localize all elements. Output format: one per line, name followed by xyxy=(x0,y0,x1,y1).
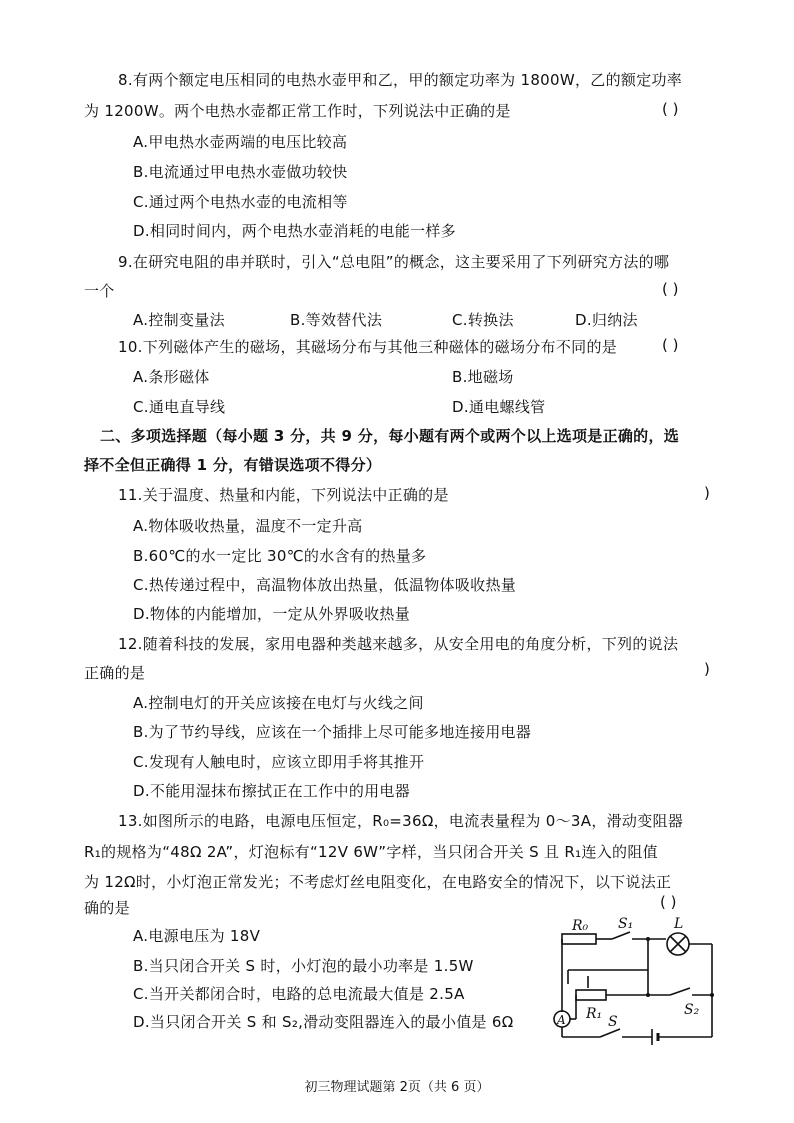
q10-option-b: B.地磁场 xyxy=(452,368,514,386)
q12-option-b: B.为了节约导线，应该在一个插排上尽可能多地连接用电器 xyxy=(133,723,532,741)
page-footer: 初三物理试题第 2页（共 6 页） xyxy=(304,1080,490,1095)
q11-stem: 11.关于温度、热量和内能，下列说法中正确的是 xyxy=(118,486,449,504)
q13-stem-line1: 13.如图所示的电路，电源电压恒定，R₀=36Ω，电流表量程为 0～3A，滑动变阻器 xyxy=(118,812,684,830)
label-a: A xyxy=(557,1013,566,1027)
label-r0: R₀ xyxy=(572,918,589,934)
q13-stem-line2: R₁的规格为“48Ω 2A”，灯泡标有“12V 6W”字样，当只闭合开关 S 且 R₁连入的阻值 xyxy=(84,843,658,861)
q11-option-d: D.物体的内能增加，一定从外界吸收热量 xyxy=(133,605,411,623)
label-s2: S₂ xyxy=(684,1002,700,1018)
label-r1: R₁ xyxy=(586,1006,603,1022)
junction-mid xyxy=(646,993,650,997)
q8-option-c: C.通过两个电热水壶的电流相等 xyxy=(133,193,348,211)
section2-heading-line1: 二、多项选择题（每小题 3 分，共 9 分，每小题有两个或两个以上选项是正确的，选 xyxy=(100,427,680,445)
q13-option-a: A.电源电压为 18V xyxy=(133,927,261,945)
q10-option-a: A.条形磁体 xyxy=(133,368,210,386)
q13-option-b: B.当只闭合开关 S 时，小灯泡的最小功率是 1.5W xyxy=(133,957,474,975)
q13-answer-paren: ( ) xyxy=(660,893,677,911)
q9-option-a: A.控制变量法 xyxy=(133,311,225,329)
q13-option-c: C.当开关都闭合时，电路的总电流最大值是 2.5A xyxy=(133,985,465,1003)
rheostat-r1 xyxy=(576,990,606,1000)
q11-option-c: C.热传递过程中，高温物体放出热量，低温物体吸收热量 xyxy=(133,576,517,594)
label-l: L xyxy=(674,916,684,932)
q10-answer-paren: ( ) xyxy=(662,336,679,354)
junction-top xyxy=(646,937,650,941)
switch-s-blade xyxy=(600,1029,620,1037)
q9-stem-line2: 一个 xyxy=(84,282,115,300)
q11-option-a: A.物体吸收热量，温度不一定升高 xyxy=(133,517,363,535)
q9-answer-paren: ( ) xyxy=(662,280,679,298)
junction-right xyxy=(710,993,714,997)
q8-stem-line2: 为 1200W。两个电热水壶都正常工作时，下列说法中正确的是 xyxy=(84,102,511,120)
q12-option-d: D.不能用湿抹布擦拭正在工作中的用电器 xyxy=(133,782,411,800)
q9-option-b: B.等效替代法 xyxy=(290,311,383,329)
q12-stem-line1: 12.随着科技的发展，家用电器种类越来越多，从安全用电的角度分析，下列的说法 xyxy=(118,635,679,653)
q10-stem: 10.下列磁体产生的磁场，其磁场分布与其他三种磁体的磁场分布不同的是 xyxy=(118,338,618,356)
circuit-diagram xyxy=(548,914,724,1050)
q9-stem-line1: 9.在研究电阻的串并联时，引入“总电阻”的概念，这主要采用了下列研究方法的哪 xyxy=(118,253,670,271)
label-s1: S₁ xyxy=(618,916,634,932)
q8-option-b: B.电流通过甲电热水壶做功较快 xyxy=(133,163,348,181)
q8-option-a: A.甲电热水壶两端的电压比较高 xyxy=(133,133,348,151)
q10-option-d: D.通电螺线管 xyxy=(452,398,546,416)
switch-s1-blade xyxy=(612,932,630,939)
q8-option-d: D.相同时间内，两个电热水壶消耗的电能一样多 xyxy=(133,222,456,240)
q11-answer-paren: ) xyxy=(704,484,710,502)
label-s: S xyxy=(608,1014,618,1030)
q12-answer-paren: ) xyxy=(704,660,710,678)
q13-stem-line3: 为 12Ω时，小灯泡正常发光；不考虑灯丝电阻变化，在电路安全的情况下，以下说法正 xyxy=(84,873,672,891)
q11-option-b: B.60℃的水一定比 30℃的水含有的热量多 xyxy=(133,547,427,565)
q9-option-d: D.归纳法 xyxy=(575,311,638,329)
q8-answer-paren: ( ) xyxy=(662,100,679,118)
section2-heading-line2: 择不全但正确得 1 分，有错误选项不得分） xyxy=(84,456,382,474)
q13-stem-line4: 确的是 xyxy=(84,899,130,917)
q8-stem-line1: 8.有两个额定电压相同的电热水壶甲和乙，甲的额定功率为 1800W，乙的额定功率 xyxy=(118,71,683,89)
q13-option-d: D.当只闭合开关 S 和 S₂,滑动变阻器连入的最小值是 6Ω xyxy=(133,1013,514,1031)
q12-option-a: A.控制电灯的开关应该接在电灯与火线之间 xyxy=(133,694,424,712)
resistor-r0 xyxy=(562,934,596,944)
q9-option-c: C.转换法 xyxy=(452,311,514,329)
q12-stem-line2: 正确的是 xyxy=(84,664,146,682)
q12-option-c: C.发现有人触电时，应该立即用手将其推开 xyxy=(133,753,425,771)
switch-s2-blade xyxy=(670,988,690,995)
q10-option-c: C.通电直导线 xyxy=(133,398,226,416)
